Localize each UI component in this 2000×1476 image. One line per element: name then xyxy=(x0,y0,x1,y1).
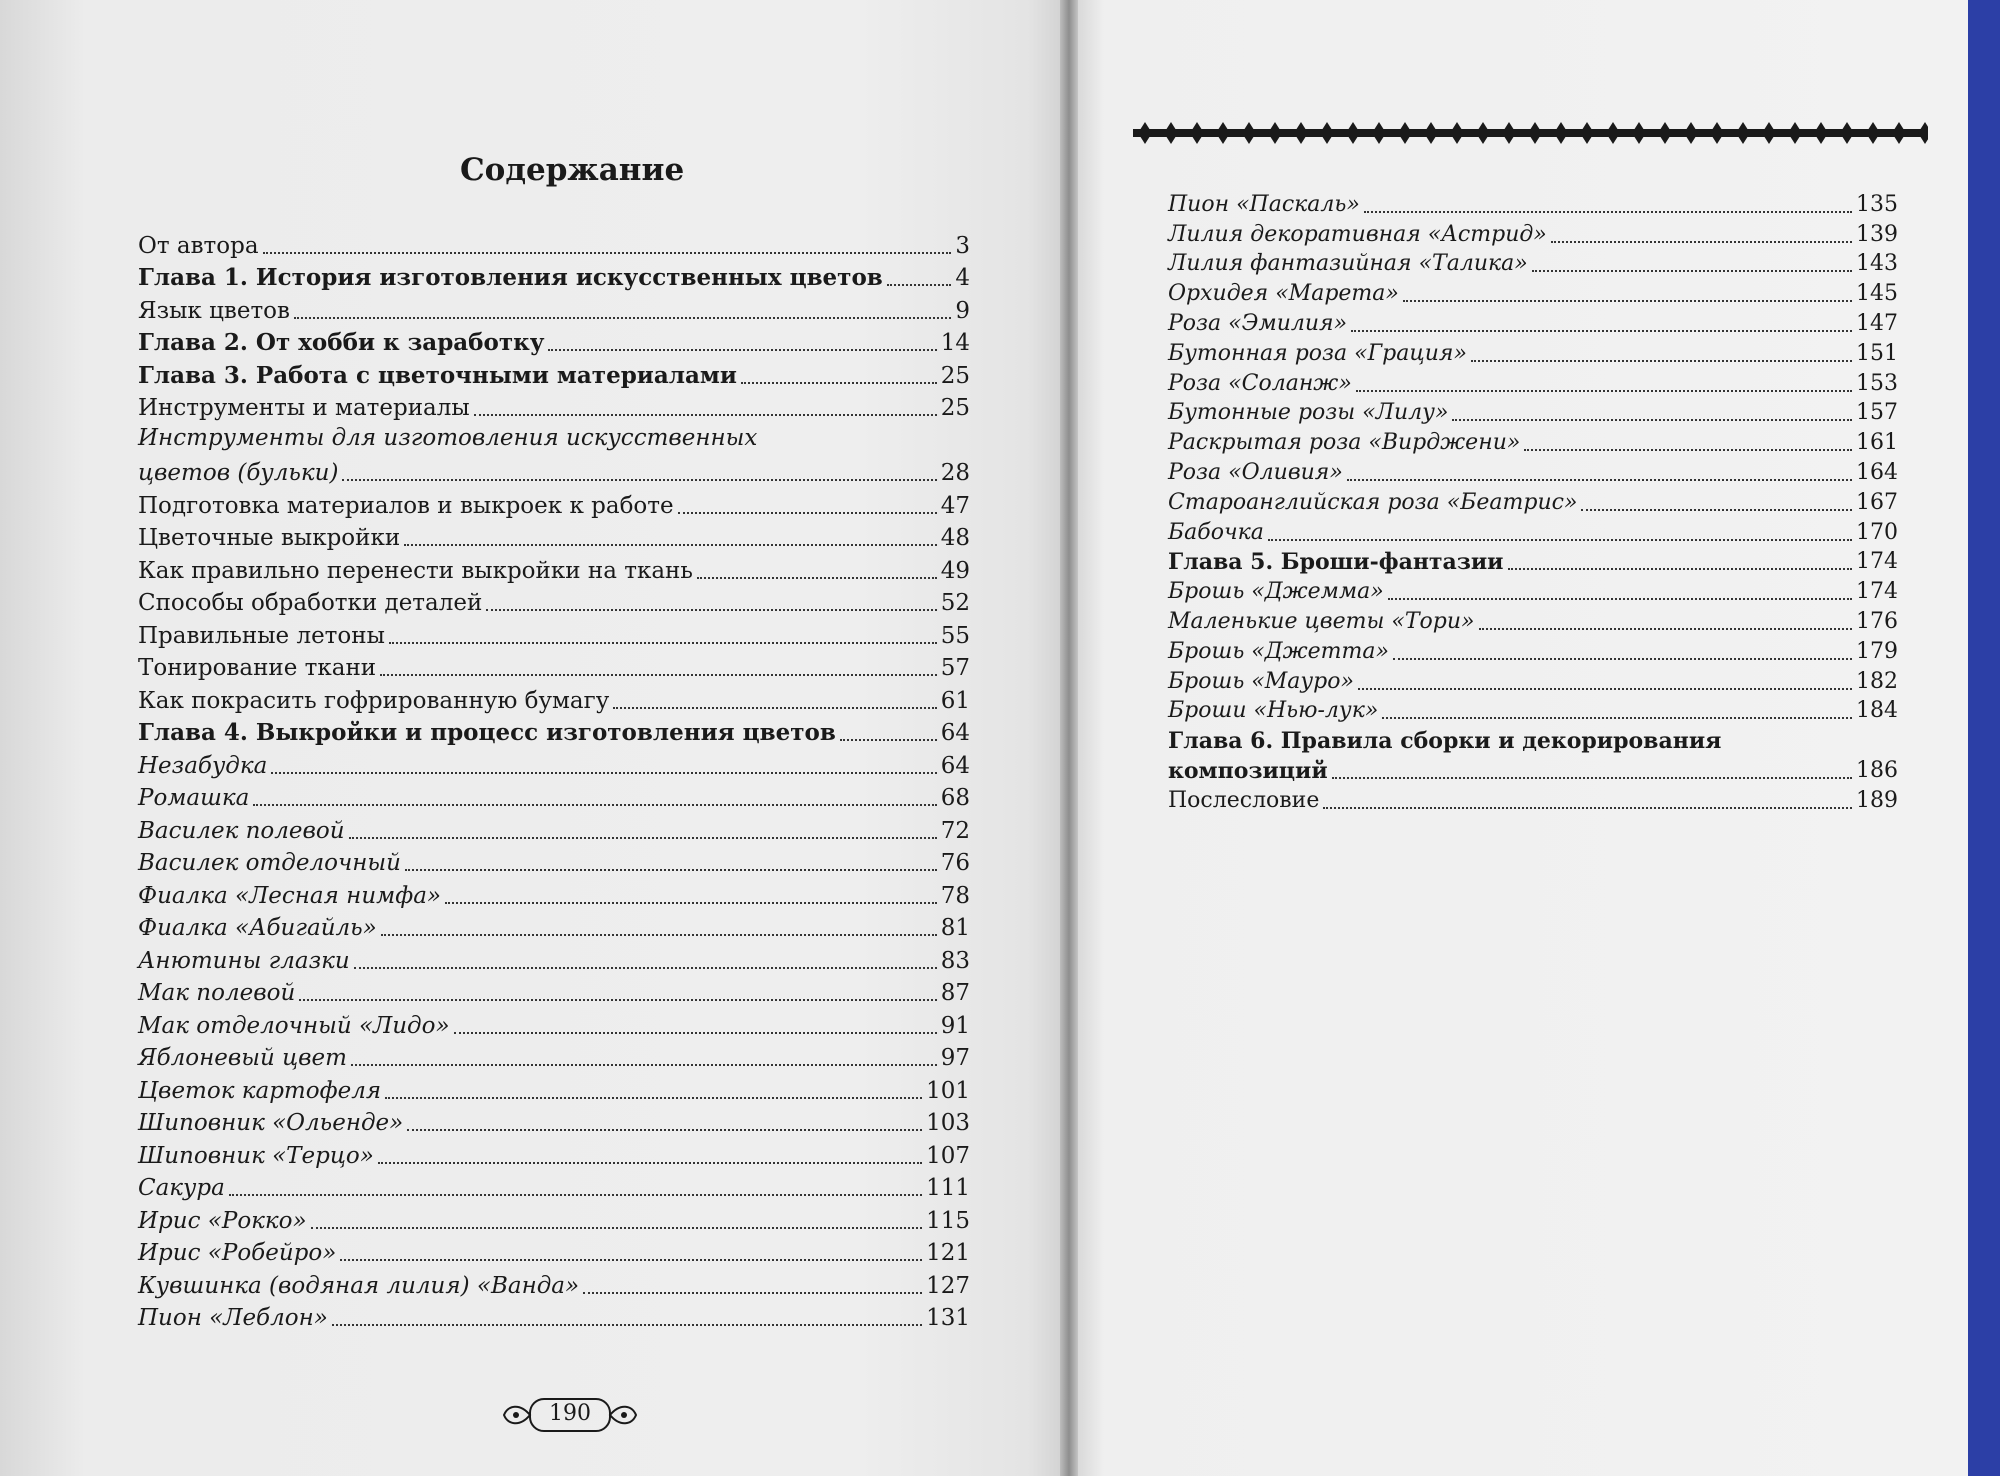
dot-leader xyxy=(1551,241,1852,243)
toc-entry-page: 164 xyxy=(1856,459,1898,485)
toc-entry-label: Ирис «Робейро» xyxy=(138,1240,337,1266)
toc-entry-label: Брошь «Мауро» xyxy=(1168,668,1354,694)
toc-entry-label: Мак полевой xyxy=(138,980,296,1006)
ornament-motif xyxy=(1606,122,1620,144)
toc-entry-label: Роза «Оливия» xyxy=(1168,459,1343,485)
toc-entry-page: 48 xyxy=(940,525,970,551)
toc-entry-label: Староанглийская роза «Беатрис» xyxy=(1168,489,1578,515)
dot-leader xyxy=(454,1032,937,1034)
dot-leader xyxy=(407,1129,922,1131)
ornament-motif xyxy=(1398,122,1412,144)
dot-leader xyxy=(354,967,937,969)
dot-leader xyxy=(474,414,937,416)
ornament-motif xyxy=(1632,122,1646,144)
dot-leader xyxy=(1508,568,1853,570)
ornament-motif xyxy=(1866,122,1880,144)
toc-entry-page: 9 xyxy=(955,297,970,324)
dot-leader xyxy=(583,1292,922,1294)
toc-entry-label: Инструменты для изготовления искусственных xyxy=(138,425,758,451)
dot-leader xyxy=(1581,509,1852,511)
toc-entry xyxy=(1168,518,1898,548)
ornament-motif xyxy=(1476,122,1490,144)
toc-entry xyxy=(138,1268,970,1301)
dot-leader xyxy=(311,1227,923,1229)
toc-entry xyxy=(138,943,970,976)
ornament-motif xyxy=(1658,122,1672,144)
ornament-motif xyxy=(1216,122,1230,144)
toc-entry-label: Фиалка «Абигайль» xyxy=(138,915,377,941)
dot-leader xyxy=(1479,628,1853,630)
page-number-plate xyxy=(500,1395,640,1435)
toc-entry-page: 76 xyxy=(940,850,970,876)
toc-entry-label: Ирис «Рокко» xyxy=(138,1207,307,1234)
ornament-motif xyxy=(1840,122,1854,144)
toc-entry-page: 153 xyxy=(1856,370,1898,396)
toc-entry xyxy=(138,911,970,944)
dot-leader xyxy=(342,479,936,481)
dot-leader xyxy=(1358,688,1852,690)
toc-entry-label: Василек отделочный xyxy=(138,850,401,876)
dot-leader xyxy=(263,252,952,254)
toc-entry xyxy=(1168,667,1898,697)
dot-leader xyxy=(1323,807,1852,809)
toc-entry xyxy=(138,423,970,456)
toc-entry-label: Шиповник «Терцо» xyxy=(138,1142,374,1169)
toc-entry xyxy=(138,1106,970,1139)
toc-entry-label: Шиповник «Ольенде» xyxy=(138,1110,404,1136)
toc-entry-page: 81 xyxy=(940,915,970,941)
toc-list-left xyxy=(138,228,970,1333)
toc-entry-page: 131 xyxy=(926,1305,970,1331)
toc-entry xyxy=(138,1171,970,1204)
toc-entry xyxy=(138,1236,970,1269)
toc-entry xyxy=(138,521,970,554)
toc-entry-label: Мак отделочный «Лидо» xyxy=(138,1012,450,1039)
dot-leader xyxy=(1471,360,1852,362)
toc-entry-page: 107 xyxy=(926,1142,970,1169)
toc-entry-page: 143 xyxy=(1856,251,1898,277)
toc-entry-page: 111 xyxy=(926,1175,970,1201)
toc-entry-label: Броши «Нью-лук» xyxy=(1168,698,1379,724)
toc-entry-label: Инструменты и материалы xyxy=(138,395,470,421)
toc-entry-label: Глава 5. Броши-фантазии xyxy=(1168,549,1504,576)
toc-entry-label: Как правильно перенести выкройки на ткань xyxy=(138,557,693,584)
dot-leader xyxy=(340,1259,922,1261)
toc-entry-label: композиций xyxy=(1168,757,1328,784)
toc-entry-label: Бутонные розы «Лилу» xyxy=(1168,400,1449,426)
toc-entry-label: Тонирование ткани xyxy=(138,655,377,681)
toc-entry-page: 101 xyxy=(926,1077,970,1104)
dot-leader xyxy=(253,804,936,806)
ornament-motif xyxy=(1268,122,1282,144)
toc-entry-page: 182 xyxy=(1856,668,1898,694)
ornament-band xyxy=(1133,120,1928,146)
toc-entry-label: Правильные летоны xyxy=(138,622,385,649)
toc-entry-page: 87 xyxy=(940,980,970,1006)
toc-entry xyxy=(138,586,970,619)
toc-entry xyxy=(1168,697,1898,727)
toc-entry-page: 179 xyxy=(1856,638,1898,664)
toc-entry-page: 14 xyxy=(940,330,970,356)
dot-leader xyxy=(389,642,937,644)
ornament-motif xyxy=(1892,122,1906,144)
toc-entry-page: 64 xyxy=(940,720,970,746)
toc-entry-page: 161 xyxy=(1856,430,1898,456)
toc-entry xyxy=(138,846,970,879)
toc-entry xyxy=(1168,726,1898,756)
toc-entry-label: Василек полевой xyxy=(138,817,345,844)
toc-entry xyxy=(138,293,970,326)
toc-entry-label: Язык цветов xyxy=(138,297,290,324)
toc-entry-label: цветов (бульки) xyxy=(138,460,339,486)
toc-entry xyxy=(138,553,970,586)
dot-leader xyxy=(1351,330,1852,332)
toc-entry-label: Роза «Соланж» xyxy=(1168,370,1352,396)
toc-entry-page: 68 xyxy=(940,785,970,811)
toc-entry-page: 115 xyxy=(926,1207,970,1234)
toc-entry-page: 147 xyxy=(1856,310,1898,336)
toc-entry xyxy=(138,878,970,911)
toc-entry-page: 186 xyxy=(1856,757,1898,783)
toc-entry xyxy=(1168,250,1898,280)
toc-entry xyxy=(138,488,970,521)
toc-entry xyxy=(1168,756,1898,786)
page-title: Содержание xyxy=(460,152,685,188)
toc-entry-label: Ромашка xyxy=(138,785,250,811)
dot-leader xyxy=(405,869,937,871)
dot-leader xyxy=(351,1064,937,1066)
ornament-motif xyxy=(1242,122,1256,144)
dot-leader xyxy=(385,1097,922,1099)
toc-entry-page: 61 xyxy=(940,687,970,714)
toc-entry-page: 145 xyxy=(1856,281,1898,307)
toc-entry-label: Глава 3. Работа с цветочными материалами xyxy=(138,361,737,389)
toc-entry xyxy=(138,976,970,1009)
toc-entry xyxy=(1168,279,1898,309)
dot-leader xyxy=(1332,777,1852,779)
toc-entry xyxy=(1168,428,1898,458)
toc-entry-page: 135 xyxy=(1856,191,1898,217)
toc-entry xyxy=(1168,577,1898,607)
toc-entry xyxy=(138,781,970,814)
toc-entry-page: 167 xyxy=(1856,489,1898,515)
toc-entry-label: Орхидея «Марета» xyxy=(1168,281,1399,307)
toc-entry-page: 170 xyxy=(1856,519,1898,545)
dot-leader xyxy=(486,609,936,611)
toc-entry xyxy=(1168,220,1898,250)
toc-entry-label: Фиалка «Лесная нимфа» xyxy=(138,882,441,909)
toc-list-right xyxy=(1168,190,1898,816)
ornament-motif xyxy=(1424,122,1438,144)
toc-entry-page: 4 xyxy=(955,265,970,291)
toc-entry-label: Цветочные выкройки xyxy=(138,525,401,551)
toc-entry xyxy=(138,1203,970,1236)
ornament-motif xyxy=(1762,122,1776,144)
toc-entry xyxy=(138,1041,970,1074)
ornament-motif xyxy=(1684,122,1698,144)
toc-entry xyxy=(1168,339,1898,369)
toc-entry-label: Незабудка xyxy=(138,752,268,779)
toc-entry-label: Глава 6. Правила сборки и декорирования xyxy=(1168,728,1722,755)
toc-entry-label: Как покрасить гофрированную бумагу xyxy=(138,687,610,714)
dot-leader xyxy=(1388,598,1852,600)
ornament-motif xyxy=(1814,122,1828,144)
ornament-motif xyxy=(1918,122,1928,144)
toc-entry-label: Лилия фантазийная «Талика» xyxy=(1168,251,1528,277)
toc-entry xyxy=(138,1138,970,1171)
toc-entry xyxy=(1168,190,1898,220)
toc-entry xyxy=(138,683,970,716)
ornament-motif xyxy=(1502,122,1516,144)
ornament-motif xyxy=(1736,122,1750,144)
toc-entry-label: Глава 1. История изготовления искусственных цветов xyxy=(138,264,883,291)
toc-entry-label: Цветок картофеля xyxy=(138,1077,382,1104)
toc-entry xyxy=(138,1301,970,1334)
toc-entry-page: 151 xyxy=(1856,340,1898,366)
ornament-motif xyxy=(1528,122,1542,144)
toc-entry-page: 28 xyxy=(940,460,970,486)
toc-entry-page: 52 xyxy=(940,590,970,616)
dot-leader xyxy=(840,739,937,741)
toc-entry-page: 184 xyxy=(1856,698,1898,724)
toc-entry-page: 25 xyxy=(940,362,970,389)
dot-leader xyxy=(1382,717,1852,719)
ornament-motif xyxy=(1164,122,1178,144)
toc-entry-page: 55 xyxy=(940,622,970,649)
toc-entry xyxy=(1168,548,1898,578)
toc-entry xyxy=(138,326,970,359)
ornament-motif xyxy=(1346,122,1360,144)
toc-entry-label: Глава 2. От хобби к заработку xyxy=(138,329,545,356)
book-gutter xyxy=(1060,0,1078,1476)
toc-entry xyxy=(1168,399,1898,429)
dot-leader xyxy=(741,382,937,384)
toc-entry-page: 49 xyxy=(940,557,970,584)
toc-entry xyxy=(138,391,970,424)
toc-entry xyxy=(138,261,970,294)
toc-entry xyxy=(138,1008,970,1041)
toc-entry-page: 176 xyxy=(1856,608,1898,634)
toc-entry-label: Анютины глазки xyxy=(138,947,350,974)
toc-entry xyxy=(138,358,970,391)
toc-entry-page: 3 xyxy=(955,232,970,259)
toc-entry-label: Пион «Леблон» xyxy=(138,1305,328,1331)
dot-leader xyxy=(613,707,936,709)
toc-entry-label: Глава 4. Выкройки и процесс изготовления цветов xyxy=(138,719,836,746)
cover-edge xyxy=(1968,0,2000,1476)
toc-entry xyxy=(1168,637,1898,667)
dot-leader xyxy=(1268,539,1852,541)
dot-leader xyxy=(1452,419,1852,421)
toc-entry xyxy=(138,748,970,781)
toc-entry-page: 174 xyxy=(1856,579,1898,605)
ornament-motif xyxy=(1450,122,1464,144)
dot-leader xyxy=(445,902,937,904)
page-number: 190 xyxy=(549,1401,591,1426)
toc-entry xyxy=(138,618,970,651)
toc-entry-label: Роза «Эмилия» xyxy=(1168,310,1348,336)
toc-entry-page: 174 xyxy=(1856,549,1898,575)
toc-entry xyxy=(1168,309,1898,339)
dot-leader xyxy=(548,349,936,351)
toc-entry-label: Способы обработки деталей xyxy=(138,590,483,616)
dot-leader xyxy=(1347,479,1852,481)
toc-entry-page: 25 xyxy=(940,395,970,421)
ornament-motif xyxy=(1710,122,1724,144)
toc-entry-page: 103 xyxy=(926,1110,970,1136)
toc-entry-page: 64 xyxy=(940,752,970,779)
toc-entry-page: 139 xyxy=(1856,221,1898,247)
toc-entry xyxy=(1168,786,1898,816)
dot-leader xyxy=(299,999,936,1001)
ornament-motif xyxy=(1294,122,1308,144)
dot-leader xyxy=(1356,390,1852,392)
ornament-motif xyxy=(1372,122,1386,144)
toc-entry xyxy=(138,228,970,261)
toc-entry xyxy=(1168,369,1898,399)
toc-entry xyxy=(1168,607,1898,637)
dot-leader xyxy=(1524,449,1852,451)
toc-entry xyxy=(138,813,970,846)
toc-entry-label: Лилия декоративная «Астрид» xyxy=(1168,221,1547,247)
toc-entry-page: 78 xyxy=(940,882,970,909)
toc-entry-label: Брошь «Джемма» xyxy=(1168,579,1384,605)
toc-entry xyxy=(138,716,970,749)
ornament-motif xyxy=(1554,122,1568,144)
toc-entry-page: 72 xyxy=(940,817,970,844)
toc-entry-page: 91 xyxy=(940,1012,970,1039)
toc-entry-label: Пион «Паскаль» xyxy=(1168,191,1360,217)
dot-leader xyxy=(697,577,937,579)
dot-leader xyxy=(1393,658,1852,660)
dot-leader xyxy=(887,284,952,286)
toc-entry-label: От автора xyxy=(138,232,259,259)
dot-leader xyxy=(229,1194,922,1196)
ornament-motif xyxy=(1320,122,1334,144)
toc-entry-page: 189 xyxy=(1856,787,1898,813)
dot-leader xyxy=(1532,270,1852,272)
toc-entry-label: Яблоневый цвет xyxy=(138,1045,347,1071)
dot-leader xyxy=(1364,211,1852,213)
toc-entry-page: 57 xyxy=(940,655,970,681)
dot-leader xyxy=(378,1162,922,1164)
toc-entry-page: 121 xyxy=(926,1240,970,1266)
toc-entry xyxy=(138,456,970,489)
toc-entry-page: 127 xyxy=(926,1272,970,1299)
ornament-motif xyxy=(1190,122,1204,144)
toc-entry-label: Брошь «Джетта» xyxy=(1168,638,1389,664)
dot-leader xyxy=(349,837,937,839)
dot-leader xyxy=(332,1324,922,1326)
toc-entry-page: 83 xyxy=(940,947,970,974)
toc-entry-label: Послесловие xyxy=(1168,787,1320,813)
toc-entry-page: 157 xyxy=(1856,400,1898,426)
dot-leader xyxy=(1403,300,1852,302)
toc-entry xyxy=(138,1073,970,1106)
toc-entry-label: Раскрытая роза «Вирджени» xyxy=(1168,430,1521,456)
toc-entry-label: Кувшинка (водяная лилия) «Ванда» xyxy=(138,1272,580,1299)
toc-entry-page: 47 xyxy=(940,492,970,519)
toc-entry-label: Маленькие цветы «Тори» xyxy=(1168,608,1475,634)
toc-entry-label: Бабочка xyxy=(1168,519,1264,545)
dot-leader xyxy=(678,512,937,514)
ornament-motif xyxy=(1138,122,1152,144)
toc-entry-page: 97 xyxy=(940,1045,970,1071)
dot-leader xyxy=(404,544,937,546)
ornament-motif xyxy=(1580,122,1594,144)
dot-leader xyxy=(381,934,937,936)
toc-entry xyxy=(1168,458,1898,488)
toc-entry xyxy=(1168,488,1898,518)
toc-entry-label: Бутонная роза «Грация» xyxy=(1168,340,1467,366)
dot-leader xyxy=(380,674,937,676)
dot-leader xyxy=(271,772,936,774)
dot-leader xyxy=(294,317,951,319)
toc-entry-label: Сакура xyxy=(138,1175,225,1201)
ornament-motif xyxy=(1788,122,1802,144)
toc-entry-label: Подготовка материалов и выкроек к работе xyxy=(138,492,674,519)
toc-entry xyxy=(138,651,970,684)
